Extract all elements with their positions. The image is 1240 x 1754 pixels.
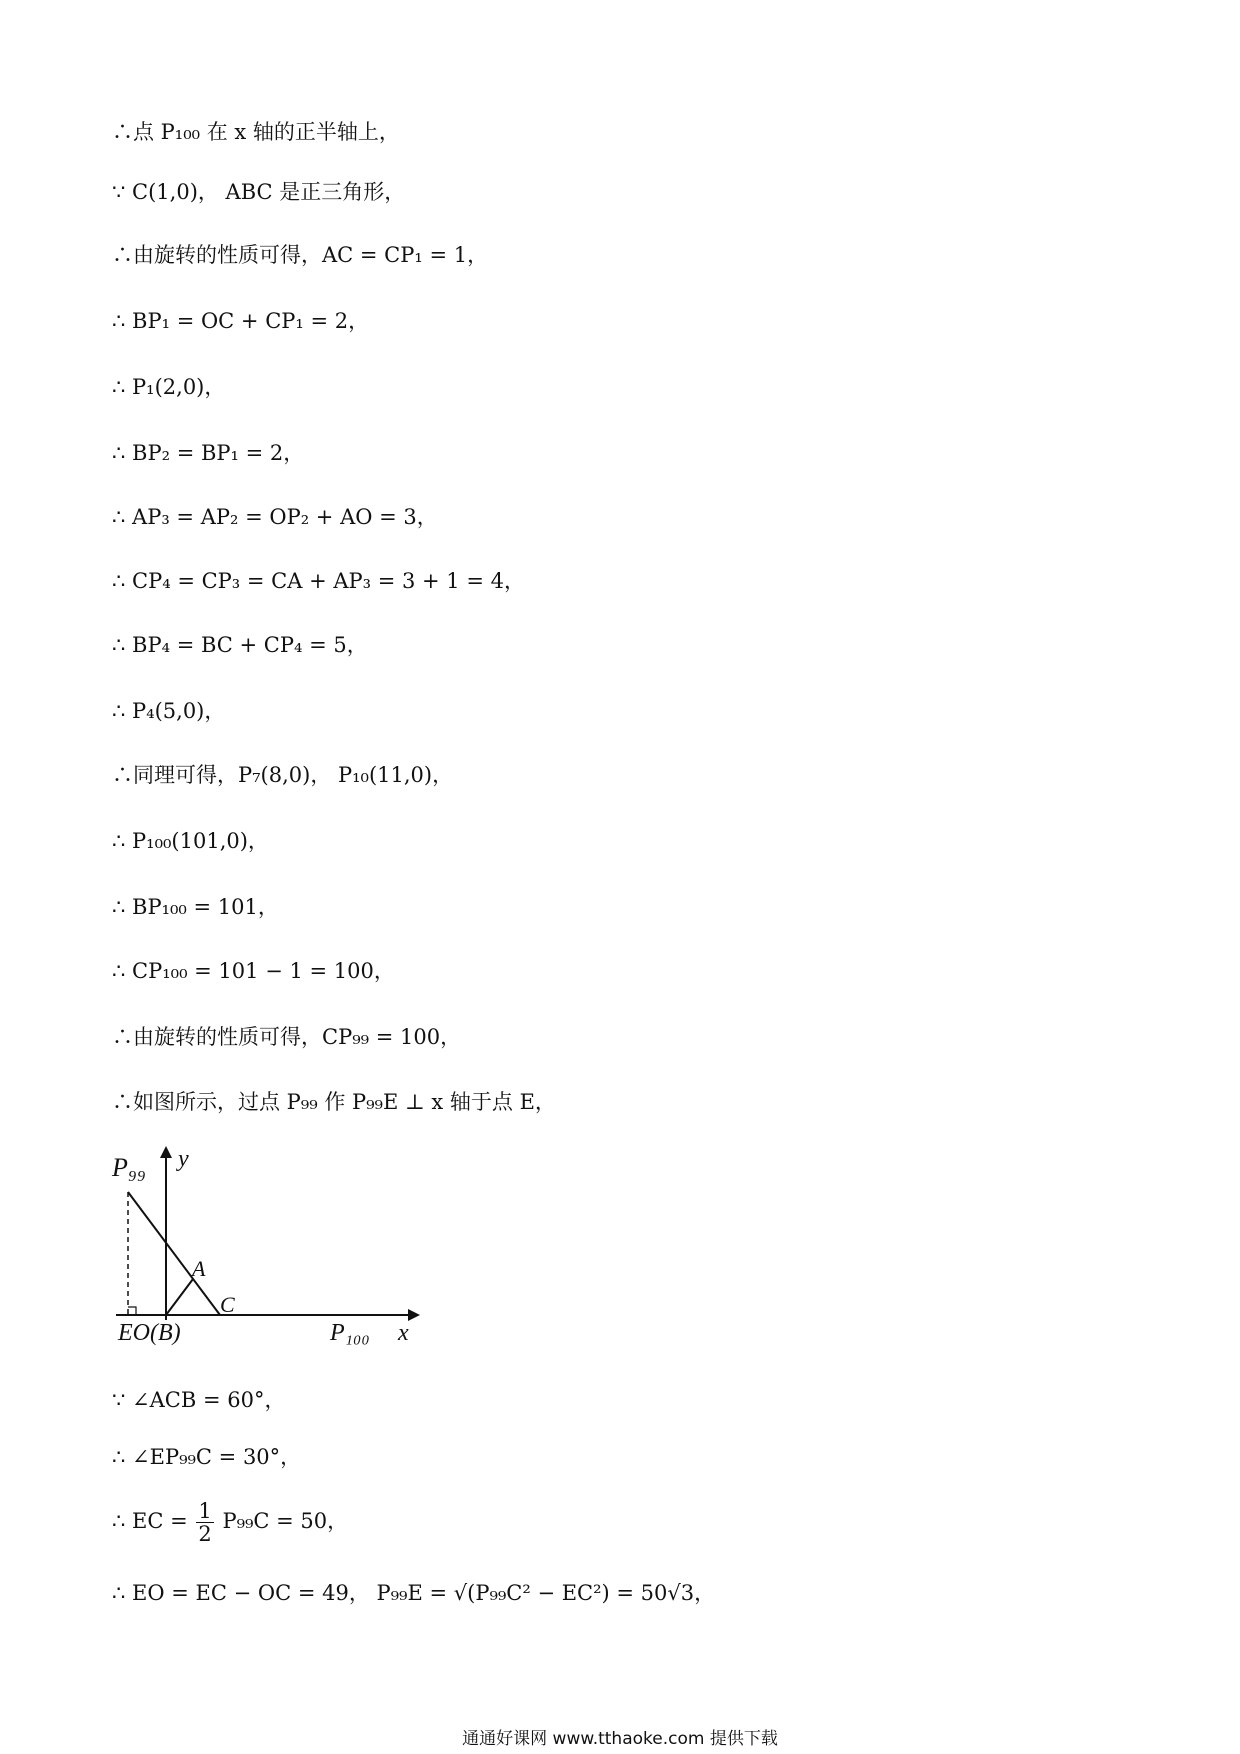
segment-p99-c <box>128 1192 220 1315</box>
text-line-18: ∴ ∠EP₉₉C = 30°， <box>112 1445 302 1469</box>
label-y: y <box>178 1146 189 1172</box>
text-line-13: ∴ BP₁₀₀ = 101， <box>112 895 279 919</box>
label-eob: EO(B) <box>118 1320 181 1346</box>
text-line-20: ∴ EO = EC − OC = 49， P₉₉E = √(P₉₉C² − EC²) = 50√3， <box>112 1581 716 1605</box>
text-line-12: ∴ P₁₀₀(101,0)， <box>112 829 269 853</box>
text-line-9: ∴ BP₄ = BC + CP₄ = 5， <box>112 633 368 657</box>
segment-o-a <box>166 1279 193 1315</box>
geometry-svg <box>108 1140 428 1365</box>
text-line-19 <box>112 1497 348 1545</box>
text-line-2: ∵ C(1,0)， ABC 是正三角形， <box>112 180 406 204</box>
fraction-denominator: 2 <box>198 1522 212 1546</box>
text-line-4: ∴ BP₁ = OC + CP₁ = 2， <box>112 309 370 333</box>
text-line-6: ∴ BP₂ = BP₁ = 2， <box>112 441 305 465</box>
x-axis-arrow <box>408 1309 420 1321</box>
text-line-16: ∴如图所示，过点 P₉₉ 作 P₉₉E ⊥ x 轴于点 E， <box>112 1090 556 1114</box>
y-axis-arrow <box>160 1146 172 1158</box>
text-line-7: ∴ AP₃ = AP₂ = OP₂ + AO = 3， <box>112 505 438 529</box>
label-x: x <box>398 1320 409 1346</box>
geometry-figure <box>108 1140 428 1365</box>
text-line-5: ∴ P₁(2,0)， <box>112 375 226 399</box>
text-line-8: ∴ CP₄ = CP₃ = CA + AP₃ = 3 + 1 = 4， <box>112 569 525 593</box>
frac-prefix: ∴ EC = <box>112 1509 195 1533</box>
text-line-15: ∴由旋转的性质可得，CP₉₉ = 100， <box>112 1025 462 1049</box>
text-line-11: ∴同理可得，P₇(8,0)， P₁₀(11,0)， <box>112 763 454 787</box>
text-line-14: ∴ CP₁₀₀ = 101 − 1 = 100， <box>112 959 395 983</box>
text-line-17: ∵ ∠ACB = 60°， <box>112 1388 286 1412</box>
page-footer: 通通好课网 www.tthaoke.com 提供下载 <box>462 1729 778 1749</box>
label-c: C <box>220 1292 235 1317</box>
text-line-10: ∴ P₄(5,0)， <box>112 699 226 723</box>
label-a: A <box>192 1256 206 1281</box>
right-angle-mark <box>128 1307 136 1315</box>
label-p100: P₁₀₀ <box>330 1320 370 1346</box>
fraction-numerator: 1 <box>198 1499 212 1523</box>
fraction <box>196 1500 213 1545</box>
text-line-3: ∴由旋转的性质可得，AC = CP₁ = 1， <box>112 243 489 267</box>
label-p99: P₉₉ <box>112 1153 146 1182</box>
text-line-1: ∴点 P₁₀₀ 在 x 轴的正半轴上， <box>112 120 400 144</box>
frac-suffix: P₉₉C = 50， <box>215 1509 349 1533</box>
